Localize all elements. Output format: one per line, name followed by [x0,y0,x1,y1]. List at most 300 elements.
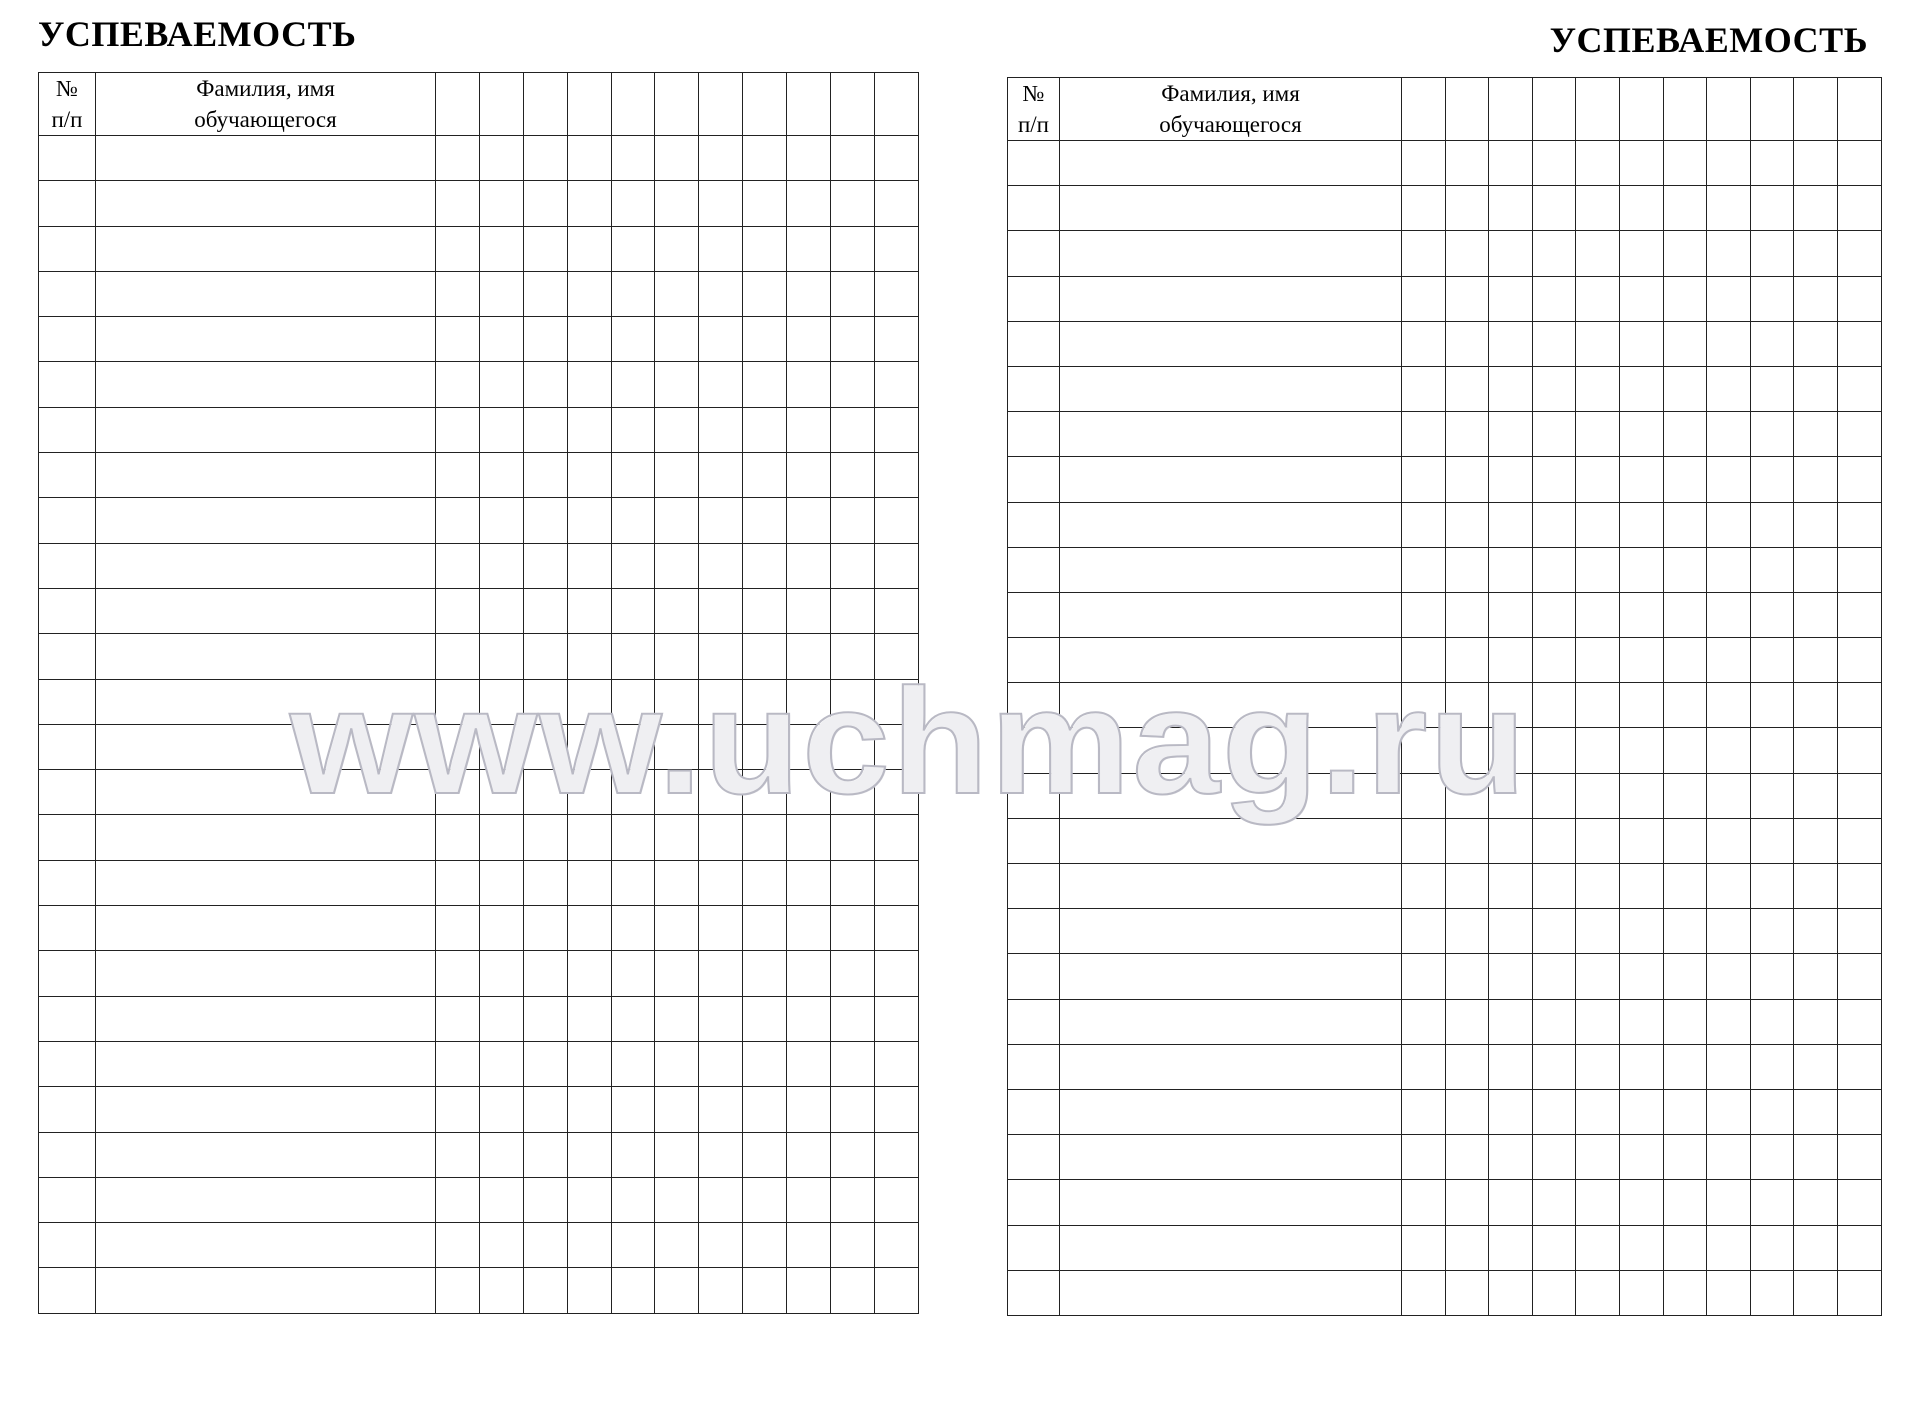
mark-cell [1489,592,1533,637]
table-row [39,1177,919,1222]
mark-cell [479,588,523,633]
mark-cell [1750,728,1794,773]
mark-cell [699,317,743,362]
mark-cell [655,906,699,951]
mark-cell [436,226,480,271]
mark-cell [1489,818,1533,863]
mark-cell [1576,1270,1620,1315]
mark-cell [655,1132,699,1177]
mark-cell [831,453,875,498]
mark-cell [1794,547,1838,592]
mark-cell [1794,728,1838,773]
mark-cell [699,679,743,724]
page-title-left: УСПЕВАЕМОСТЬ [38,14,357,54]
name-column-header [1060,78,1402,141]
mark-cell [831,407,875,452]
mark-cell [1532,366,1576,411]
mark-cell [479,136,523,181]
mark-cell [1489,728,1533,773]
name-cell [96,362,436,407]
mark-cell [1576,1089,1620,1134]
mark-cell [787,996,831,1041]
mark-column-header [436,73,480,136]
mark-cell [831,588,875,633]
number-cell [39,1132,96,1177]
mark-cell [1402,954,1446,999]
mark-cell [1837,1044,1881,1089]
mark-cell [436,815,480,860]
mark-cell [1663,366,1707,411]
name-header-line1: Фамилия, имя [196,76,335,101]
mark-cell [1750,366,1794,411]
mark-cell [1750,818,1794,863]
mark-cell [655,815,699,860]
mark-cell [1576,999,1620,1044]
number-cell [39,770,96,815]
mark-cell [1445,1225,1489,1270]
mark-column-header [1619,78,1663,141]
mark-cell [1576,321,1620,366]
mark-cell [743,1268,787,1313]
mark-cell [479,860,523,905]
mark-cell [831,1177,875,1222]
mark-column-header [567,73,611,136]
mark-cell [1619,276,1663,321]
mark-cell [567,951,611,996]
mark-cell [831,679,875,724]
number-cell [39,951,96,996]
mark-cell [874,362,918,407]
mark-cell [655,860,699,905]
mark-cell [1750,457,1794,502]
name-cell [96,996,436,1041]
mark-cell [1837,954,1881,999]
mark-cell [699,815,743,860]
table-row [39,724,919,769]
number-cell [39,634,96,679]
mark-cell [1402,1089,1446,1134]
mark-cell [787,724,831,769]
table-row [39,588,919,633]
table-row [1008,864,1882,909]
table-row [39,951,919,996]
mark-cell [699,724,743,769]
mark-cell [1663,141,1707,186]
name-cell [1060,547,1402,592]
mark-cell [743,181,787,226]
page-title-right: УСПЕВАЕМОСТЬ [1549,20,1868,60]
mark-cell [1445,457,1489,502]
mark-cell [1402,366,1446,411]
mark-cell [1794,276,1838,321]
mark-cell [1402,412,1446,457]
mark-cell [1576,1180,1620,1225]
mark-cell [787,136,831,181]
mark-cell [1707,1044,1751,1089]
mark-cell [1794,457,1838,502]
mark-cell [1532,1135,1576,1180]
number-cell [1008,909,1060,954]
mark-cell [1707,186,1751,231]
mark-cell [567,1132,611,1177]
mark-cell [1663,999,1707,1044]
mark-cell [479,634,523,679]
table-row [39,317,919,362]
number-cell [1008,818,1060,863]
mark-cell [523,1177,567,1222]
number-cell [39,906,96,951]
mark-cell [831,1268,875,1313]
mark-cell [1402,547,1446,592]
mark-cell [743,1223,787,1268]
mark-cell [1532,683,1576,728]
pp-label: п/п [1017,112,1049,137]
mark-cell [699,407,743,452]
mark-cell [1576,412,1620,457]
mark-cell [1794,1089,1838,1134]
table-row [1008,366,1882,411]
mark-cell [1619,818,1663,863]
name-cell [1060,1180,1402,1225]
mark-cell [1619,321,1663,366]
mark-cell [567,860,611,905]
mark-cell [787,1132,831,1177]
table-row [1008,1044,1882,1089]
mark-cell [787,453,831,498]
mark-cell [479,679,523,724]
mark-cell [655,453,699,498]
mark-cell [1837,683,1881,728]
mark-cell [1837,1089,1881,1134]
table-row [1008,818,1882,863]
name-header-line2: обучающегося [194,107,337,132]
mark-cell [1445,1270,1489,1315]
mark-cell [479,1223,523,1268]
mark-cell [436,860,480,905]
number-cell [39,724,96,769]
number-cell [1008,547,1060,592]
table-row [39,453,919,498]
mark-cell [655,407,699,452]
mark-column-header [1750,78,1794,141]
mark-cell [523,1132,567,1177]
mark-cell [655,1177,699,1222]
mark-cell [743,317,787,362]
mark-cell [1837,276,1881,321]
mark-cell [1663,457,1707,502]
mark-cell [523,181,567,226]
mark-cell [436,1268,480,1313]
name-cell [1060,502,1402,547]
table-row [1008,231,1882,276]
mark-cell [655,1087,699,1132]
mark-cell [1619,864,1663,909]
mark-cell [436,724,480,769]
mark-cell [436,271,480,316]
mark-cell [1707,276,1751,321]
mark-cell [655,136,699,181]
mark-cell [1707,1135,1751,1180]
mark-cell [567,498,611,543]
mark-cell [1619,412,1663,457]
mark-cell [787,1223,831,1268]
mark-cell [1402,683,1446,728]
mark-cell [743,226,787,271]
table-row [39,1041,919,1086]
table-row [1008,1225,1882,1270]
mark-cell [567,1223,611,1268]
name-header-line2: обучающегося [1159,112,1302,137]
table-row [39,226,919,271]
mark-cell [611,136,655,181]
mark-cell [479,1087,523,1132]
table-row [39,136,919,181]
mark-cell [1619,592,1663,637]
mark-cell [523,362,567,407]
mark-cell [1707,999,1751,1044]
mark-cell [655,1041,699,1086]
mark-cell [1445,864,1489,909]
name-cell [96,951,436,996]
name-cell [96,453,436,498]
mark-cell [523,317,567,362]
mark-cell [1445,683,1489,728]
mark-cell [1794,638,1838,683]
mark-cell [874,634,918,679]
mark-cell [831,996,875,1041]
table-row [1008,276,1882,321]
mark-cell [1445,592,1489,637]
table-header-row [39,73,919,136]
mark-cell [1794,231,1838,276]
number-cell [1008,683,1060,728]
mark-cell [1663,186,1707,231]
mark-cell [1489,366,1533,411]
mark-cell [1619,1270,1663,1315]
mark-cell [1707,909,1751,954]
mark-cell [1794,954,1838,999]
mark-cell [1794,321,1838,366]
mark-cell [567,1177,611,1222]
mark-column-header [1837,78,1881,141]
mark-cell [1750,1044,1794,1089]
name-cell [96,1223,436,1268]
mark-cell [699,271,743,316]
mark-column-header [1489,78,1533,141]
mark-cell [436,543,480,588]
mark-cell [1576,141,1620,186]
name-cell [1060,864,1402,909]
name-cell [96,136,436,181]
mark-cell [436,996,480,1041]
mark-cell [1532,457,1576,502]
mark-cell [1837,412,1881,457]
table-row [1008,186,1882,231]
table-row [1008,909,1882,954]
name-cell [96,1132,436,1177]
mark-cell [1750,502,1794,547]
mark-cell [1532,592,1576,637]
mark-cell [611,543,655,588]
mark-cell [479,498,523,543]
table-row [39,679,919,724]
number-cell [1008,954,1060,999]
mark-cell [1707,773,1751,818]
mark-cell [699,951,743,996]
number-cell [1008,141,1060,186]
mark-cell [1489,1225,1533,1270]
mark-cell [1750,864,1794,909]
mark-cell [1837,547,1881,592]
mark-cell [1837,1180,1881,1225]
mark-cell [1750,276,1794,321]
number-cell [1008,276,1060,321]
mark-cell [1750,412,1794,457]
mark-cell [1794,1044,1838,1089]
mark-cell [523,588,567,633]
mark-cell [1619,186,1663,231]
table-row [1008,547,1882,592]
mark-cell [611,498,655,543]
mark-cell [1576,818,1620,863]
mark-cell [523,679,567,724]
mark-cell [1794,1135,1838,1180]
mark-cell [1663,1089,1707,1134]
mark-cell [1489,502,1533,547]
mark-cell [1837,1270,1881,1315]
mark-cell [523,634,567,679]
mark-cell [1663,818,1707,863]
mark-cell [436,634,480,679]
number-cell [39,1268,96,1313]
mark-cell [1402,141,1446,186]
table-row [1008,1135,1882,1180]
mark-cell [655,724,699,769]
mark-cell [1707,1225,1751,1270]
mark-cell [1794,412,1838,457]
mark-cell [611,951,655,996]
mark-cell [1837,457,1881,502]
mark-cell [479,815,523,860]
mark-cell [1532,954,1576,999]
table-row [1008,638,1882,683]
table-row [1008,999,1882,1044]
mark-cell [1402,457,1446,502]
mark-cell [1532,728,1576,773]
name-cell [1060,1044,1402,1089]
mark-cell [1750,547,1794,592]
mark-cell [567,181,611,226]
mark-cell [655,634,699,679]
name-cell [1060,999,1402,1044]
grades-table-right [1007,77,1882,1316]
mark-cell [874,271,918,316]
mark-cell [699,1041,743,1086]
mark-cell [1707,683,1751,728]
mark-cell [743,679,787,724]
mark-cell [1794,502,1838,547]
mark-cell [523,815,567,860]
name-cell [96,407,436,452]
mark-cell [611,362,655,407]
mark-cell [655,1268,699,1313]
number-cell [1008,773,1060,818]
mark-cell [699,634,743,679]
name-cell [96,588,436,633]
mark-cell [1750,1225,1794,1270]
table-row [39,271,919,316]
name-cell [1060,366,1402,411]
table-row [39,815,919,860]
number-cell [1008,457,1060,502]
mark-cell [1794,1180,1838,1225]
mark-cell [1663,728,1707,773]
mark-cell [874,1087,918,1132]
name-cell [1060,683,1402,728]
mark-cell [1794,1270,1838,1315]
mark-cell [1663,592,1707,637]
mark-cell [567,271,611,316]
mark-cell [523,271,567,316]
table-row [1008,773,1882,818]
name-cell [1060,954,1402,999]
mark-cell [1663,1135,1707,1180]
table-row [39,1087,919,1132]
mark-cell [1489,412,1533,457]
mark-cell [1663,1270,1707,1315]
mark-cell [1402,321,1446,366]
mark-cell [1532,141,1576,186]
mark-cell [1794,909,1838,954]
number-cell [39,453,96,498]
mark-cell [699,1223,743,1268]
mark-cell [1837,728,1881,773]
mark-cell [831,1223,875,1268]
mark-cell [479,271,523,316]
mark-cell [523,1041,567,1086]
mark-cell [611,906,655,951]
mark-cell [523,724,567,769]
mark-cell [567,226,611,271]
mark-cell [787,951,831,996]
name-cell [96,317,436,362]
mark-cell [699,1268,743,1313]
mark-cell [1750,999,1794,1044]
mark-cell [743,634,787,679]
mark-column-header [787,73,831,136]
mark-cell [1576,1135,1620,1180]
mark-cell [436,1087,480,1132]
table-row [39,543,919,588]
mark-cell [1489,1044,1533,1089]
table-row [1008,728,1882,773]
mark-cell [1663,231,1707,276]
number-cell [1008,638,1060,683]
mark-cell [655,226,699,271]
table-row [1008,592,1882,637]
table-row [1008,1089,1882,1134]
mark-cell [479,724,523,769]
mark-cell [1576,592,1620,637]
mark-cell [1489,954,1533,999]
mark-cell [567,1087,611,1132]
mark-cell [611,181,655,226]
mark-cell [1576,683,1620,728]
mark-cell [874,860,918,905]
name-cell [96,860,436,905]
mark-cell [743,543,787,588]
name-cell [1060,638,1402,683]
